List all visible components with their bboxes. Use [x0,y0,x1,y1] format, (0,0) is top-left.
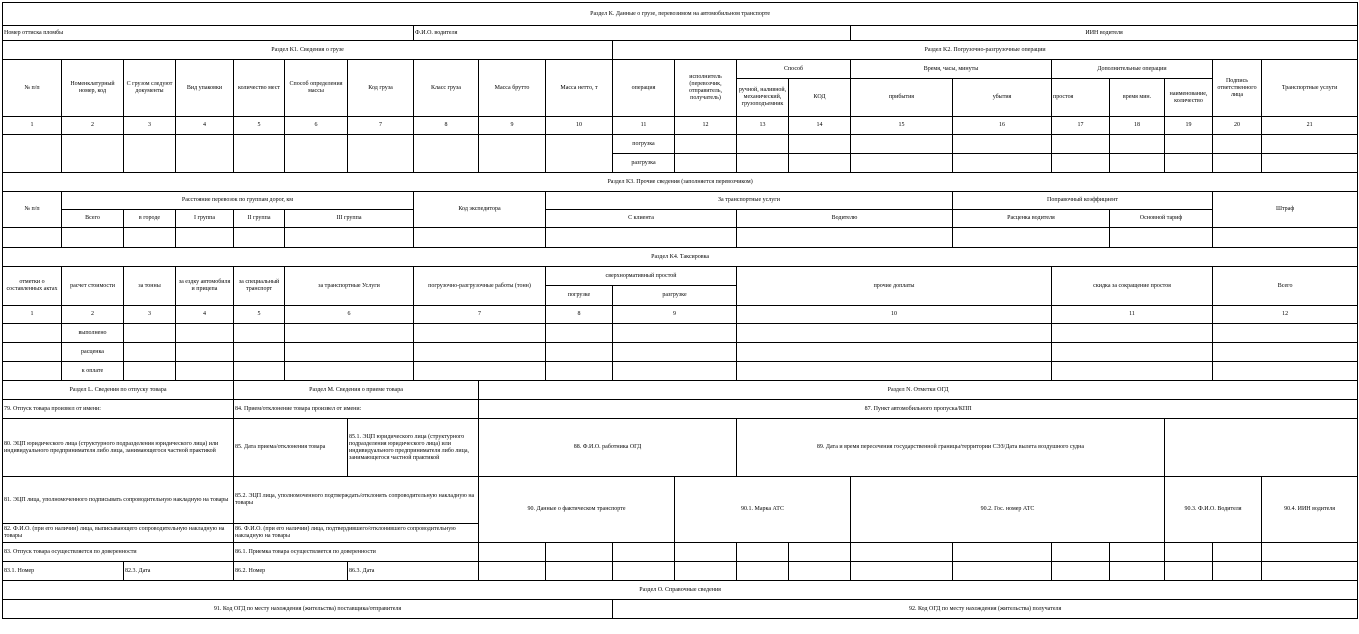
k4-total-header: Всего [1213,267,1358,306]
grid-cell [1052,543,1110,562]
grid-cell [479,543,546,562]
operation-cell[interactable] [737,135,789,154]
col-number: 2 [62,306,124,324]
grid-cell [675,562,737,581]
section-k1-title: Раздел K1. Сведения о грузе [3,41,613,60]
operation-cell[interactable] [1110,154,1165,173]
operation-cell[interactable] [1213,135,1262,154]
k4-cell[interactable] [546,343,613,362]
col-number: 18 [1110,117,1165,135]
col-package-header: Вид упаковки [176,60,234,117]
section-k4-title-row [3,248,1358,267]
grid-cell [851,543,953,562]
col-cargo-class-header: Класс груза [414,60,479,117]
col-number: 16 [953,117,1052,135]
col-number: 8 [546,306,613,324]
k4-cell[interactable] [546,324,613,343]
k3-cell[interactable] [234,228,285,248]
k4-trip-header: за ездку автомобиля и прицепа [176,267,234,306]
col-documents-header: С грузом следуют документы [124,60,176,117]
k4-cell[interactable] [176,362,234,381]
waybill-form [2,2,1358,619]
k3-cell[interactable] [176,228,234,248]
driver-fio-field[interactable]: Ф.И.О. водителя [414,26,851,41]
field-83-1-row [3,562,1358,581]
col-time-header: Время, часы, минуты [851,60,1052,79]
k4-cell[interactable] [1213,324,1358,343]
field-82-issuer-name[interactable]: 82. Ф.И.О. (при его наличии) лица, выписывающего сопроводительную накладную на товары [3,524,234,543]
operation-cell[interactable] [1262,135,1358,154]
operation-cell[interactable] [789,154,851,173]
k4-cell[interactable] [1052,362,1213,381]
k3-cell[interactable] [62,228,124,248]
k4-numbers-row [3,306,1358,324]
field-82-3-date[interactable]: 82.3. Дата [124,562,234,581]
k4-header-row-1 [3,267,1358,286]
k3-num-header: № п/п [3,192,62,228]
k4-cell[interactable] [546,362,613,381]
col-extra-name-header: наименование, количество [1165,79,1213,117]
col-responsible-sign-header: Подпись ответственного лица [1213,60,1262,117]
k3-total-header: Всего [62,210,124,228]
k4-cell[interactable] [3,324,62,343]
cargo-cell[interactable] [176,135,234,173]
field-90-4-driver-iin[interactable]: 90.4. ИИН водителя [1262,477,1358,543]
k4-cell[interactable] [285,343,414,362]
k3-header-row-1 [3,192,1358,210]
k4-cell[interactable] [737,343,1052,362]
col-number: 10 [546,117,613,135]
col-arrival-header: прибытия [851,79,953,117]
k3-cell[interactable] [737,228,953,248]
operation-cell[interactable] [675,154,737,173]
field-86-2-number[interactable]: 86.2. Номер [234,562,348,581]
col-number: 4 [176,117,234,135]
col-places-header: количество мест [234,60,285,117]
col-number: 1 [3,117,62,135]
k4-cell[interactable] [3,343,62,362]
section-k3-title: Раздел K3. Прочие сведения (заполняется перевозчиком) [3,173,1358,192]
col-number: 15 [851,117,953,135]
operation-cell[interactable] [675,135,737,154]
grid-cell [1052,562,1110,581]
k3-base-tariff-header: Основной тариф [1110,210,1213,228]
k4-other-header: прочие доплаты [737,267,1052,306]
k4-row-to-pay [3,362,1358,381]
col-number: 14 [789,117,851,135]
operation-cell[interactable] [851,154,953,173]
field-79-row [3,400,1358,419]
cargo-cell[interactable] [479,135,546,173]
k3-distance-header: Расстояние перевозок по группам дорог, км [62,192,414,210]
grid-cell [546,562,613,581]
loading-row [3,135,1358,154]
col-num-header: № п/п [3,60,62,117]
field-86-1-proxy-accept[interactable]: 86.1. Приемка товара осуществляется по доверенности [234,543,479,562]
k3-cell[interactable] [953,228,1110,248]
k4-cell[interactable] [176,343,234,362]
section-n-title: Раздел N. Отметки ОГД [479,381,1358,400]
k3-fine-header: Штраф [1213,192,1358,228]
k3-data-row [3,228,1358,248]
field-86-confirmer-name[interactable]: 86. Ф.И.О. (при его наличии) лица, подтвердившего/отклонившего сопроводительную накладную на товары [234,524,479,543]
field-79-released-on-behalf[interactable]: 79. Отпуск товара произвел от имени: [3,400,234,419]
grid-cell [1165,543,1213,562]
grid-cell [737,562,789,581]
col-mass-method-header: Способ определения массы [285,60,348,117]
k3-cell[interactable] [124,228,176,248]
k4-cell[interactable] [124,362,176,381]
k4-row-label: расценка [62,343,124,362]
k4-cell[interactable] [613,362,737,381]
k4-cell[interactable] [285,362,414,381]
col-number: 4 [176,306,234,324]
field-89-extra-cell[interactable] [1165,419,1358,477]
k4-cell[interactable] [737,324,1052,343]
grid-cell [737,543,789,562]
col-nomenclature-header: Номенклатурный номер, код [62,60,124,117]
k3-cell[interactable] [285,228,414,248]
k3-expeditor-header: Код экспедитора [414,192,546,228]
col-number: 7 [414,306,546,324]
grid-cell [1213,562,1262,581]
k4-special-header: за специальный транспорт [234,267,285,306]
k4-cell[interactable] [414,343,546,362]
field-91-sender-ogd-code[interactable]: 91. Код ОГД по месту нахождения (жительства) поставщика/отправителя [3,600,613,619]
field-81-authorized-person-eds[interactable]: 81. ЭЦП лица, уполномоченного подписывать сопроводительную накладную на товары [3,477,234,524]
field-83-1-number[interactable]: 83.1. Номер [3,562,124,581]
cargo-cell[interactable] [285,135,348,173]
col-number: 9 [479,117,546,135]
col-extra-time-header: время мин. [1110,79,1165,117]
operation-cell[interactable] [953,154,1052,173]
k4-discount-header: скидка за сокращение простоя [1052,267,1213,306]
k4-cell[interactable] [613,324,737,343]
col-number: 6 [285,117,348,135]
col-idle-header: простоя [1052,79,1110,117]
k4-row-label: к оплате [62,362,124,381]
col-cargo-code-header: Код груза [348,60,414,117]
field-90-1-vehicle-brand[interactable]: 90.1. Марка АТС [675,477,851,543]
col-transport-services-header: Транспортные услуги [1262,60,1358,117]
col-executor-header: исполнитель (перевозчик, отправитель, получатель) [675,60,737,117]
section-o-title-row [3,581,1358,600]
section-o-fields-row [3,600,1358,619]
section-k-title-row [3,3,1358,26]
k3-from-client-header: С клиента [546,210,737,228]
grid-cell [1262,562,1358,581]
col-number: 3 [124,117,176,135]
col-number: 5 [234,117,285,135]
k4-cell[interactable] [737,362,1052,381]
k3-group1-header: I группа [176,210,234,228]
k3-group3-header: III группа [285,210,414,228]
k3-cell[interactable] [1110,228,1213,248]
col-number: 21 [1262,117,1358,135]
cargo-cell[interactable] [546,135,613,173]
operation-cell[interactable] [1165,154,1213,173]
k3-header-row-2 [3,210,1358,228]
section-m-title: Раздел M. Сведения о приеме товара [234,381,479,400]
grid-cell [953,543,1052,562]
col-number: 10 [737,306,1052,324]
grid-cell [613,543,675,562]
k4-over-idle-loading-header: погрузке [546,286,613,306]
col-departure-header: убытия [953,79,1052,117]
cargo-cell[interactable] [414,135,479,173]
section-k-info-row [3,26,1358,41]
k4-loading-works-header: погрузочно-разгрузочные работы (тонн) [414,267,546,306]
section-l-title: Раздел L. Сведения по отпуску товара [3,381,234,400]
cargo-numbers-row [3,117,1358,135]
col-number: 12 [1213,306,1358,324]
operation-cell[interactable] [1213,154,1262,173]
field-84-received-on-behalf[interactable]: 84. Прием/отклонение товара произвел от имени: [234,400,479,419]
operation-cell[interactable] [1110,135,1165,154]
col-operation-header: операция [613,60,675,117]
k3-city-header: в городе [124,210,176,228]
cargo-cell[interactable] [3,135,62,173]
field-83-proxy-release[interactable]: 83. Отпуск товара осуществляется по доверенности [3,543,234,562]
col-number: 11 [613,117,675,135]
grid-cell [789,562,851,581]
col-number: 8 [414,117,479,135]
k3-cell[interactable] [414,228,546,248]
operation-cell[interactable] [737,154,789,173]
grid-cell [1110,543,1165,562]
k3-transport-services-header: За транспортные услуги [546,192,953,210]
field-90-actual-transport[interactable]: 90. Данные о фактическом транспорте [479,477,675,543]
field-86-3-date[interactable]: 86.3. Дата [348,562,479,581]
col-method-code-header: КОД [789,79,851,117]
col-number: 13 [737,117,789,135]
k4-tons-header: за тонны [124,267,176,306]
grid-cell [1165,562,1213,581]
k4-cell[interactable] [234,324,285,343]
grid-cell [479,562,546,581]
col-number: 12 [675,117,737,135]
col-number: 1 [3,306,62,324]
field-81-row [3,477,1358,524]
section-o-title: Раздел O. Справочные сведения [3,581,1358,600]
section-k-title: Раздел K. Данные о грузе, перевозимом на автомобильном транспорте [3,3,1358,26]
col-method-manual-header: ручной, наливной, механический, грузоподъемник [737,79,789,117]
cargo-header-row-1 [3,60,1358,79]
k3-group2-header: II группа [234,210,285,228]
col-extra-ops-header: Дополнительные операции [1052,60,1213,79]
k3-cell[interactable] [3,228,62,248]
field-88-ogd-officer[interactable]: 88. Ф.И.О. работника ОГД [479,419,737,477]
field-90-2-vehicle-plate[interactable]: 90.2. Гос. номер АТС [851,477,1165,543]
k4-cell[interactable] [1213,362,1358,381]
col-number: 2 [62,117,124,135]
col-number: 11 [1052,306,1213,324]
k4-cell[interactable] [414,362,546,381]
k4-cell[interactable] [1052,324,1213,343]
operation-unloading-label: разгрузка [613,154,675,173]
field-85-1-legal-entity-eds[interactable]: 85.1. ЭЦП юридического лица (структурного подразделения юридического лица) или индивидуального предпринимателя либо лица, занимающегося частной практикой [348,419,479,477]
col-number: 6 [285,306,414,324]
k3-driver-pay-header: Расценка водителя [953,210,1110,228]
operation-cell[interactable] [1052,135,1110,154]
col-number: 9 [613,306,737,324]
k4-cell[interactable] [1052,343,1213,362]
k4-row-rate [3,343,1358,362]
operation-cell[interactable] [851,135,953,154]
col-number: 17 [1052,117,1110,135]
grid-cell [546,543,613,562]
operation-cell[interactable] [953,135,1052,154]
k4-cell[interactable] [414,324,546,343]
operation-cell[interactable] [1165,135,1213,154]
field-83-row [3,543,1358,562]
k4-cell[interactable] [1213,343,1358,362]
k4-cell[interactable] [124,343,176,362]
col-number: 19 [1165,117,1213,135]
operation-cell[interactable] [1052,154,1110,173]
k4-row-completed [3,324,1358,343]
operation-loading-label: погрузка [613,135,675,154]
grid-cell [851,562,953,581]
k4-row-label: выполнено [62,324,124,343]
grid-cell [675,543,737,562]
k4-cell[interactable] [234,343,285,362]
field-85-accept-date[interactable]: 85. Дата приема/отклонения товара [234,419,348,477]
cargo-cell[interactable] [234,135,285,173]
field-92-receiver-ogd-code[interactable]: 92. Код ОГД по месту нахождения (жительства) получателя [613,600,1358,619]
k4-cell[interactable] [285,324,414,343]
k4-cell[interactable] [124,324,176,343]
field-85-2-authorized-person-eds[interactable]: 85.2. ЭЦП лица, уполномоченного подтверждать/отклонять сопроводительную накладную на товары [234,477,479,524]
grid-cell [1110,562,1165,581]
driver-iin-field[interactable]: ИИН водителя [851,26,1358,41]
k4-cell[interactable] [234,362,285,381]
k4-calc-header: расчет стоимости [62,267,124,306]
section-lmn-title-row [3,381,1358,400]
k3-correction-header: Поправочный коэффициент [953,192,1213,210]
operation-cell[interactable] [789,135,851,154]
field-89-border-crossing-date[interactable]: 89. Дата и время пересечения государственной границы/территории СЭЗ/Дата вылета воздушного судна [737,419,1165,477]
field-80-row [3,419,1358,477]
col-number: 7 [348,117,414,135]
col-gross-header: Масса брутто [479,60,546,117]
cargo-cell[interactable] [124,135,176,173]
section-k3-title-row [3,173,1358,192]
k4-cell[interactable] [176,324,234,343]
col-number: 3 [124,306,176,324]
col-method-header: Способ [737,60,851,79]
k3-cell[interactable] [1213,228,1358,248]
col-number: 5 [234,306,285,324]
grid-cell [1213,543,1262,562]
cargo-cell[interactable] [348,135,414,173]
grid-cell [1262,543,1358,562]
grid-cell [613,562,675,581]
k4-over-idle-unloading-header: разгрузке [613,286,737,306]
field-80-legal-entity-eds[interactable]: 80. ЭЦП юридического лица (структурного подразделения юридического лица) или индивидуального предпринимателя либо лица, занимающегося частной практикой [3,419,234,477]
col-net-header: Масса нетто, т [546,60,613,117]
field-90-3-driver-name[interactable]: 90.3. Ф.И.О. Водителя [1165,477,1262,543]
k4-cell[interactable] [3,362,62,381]
grid-cell [953,562,1052,581]
grid-cell [789,543,851,562]
k4-cell[interactable] [613,343,737,362]
field-87-checkpoint[interactable]: 87. Пункт автомобильного пропуска/КПП [479,400,1358,419]
k4-acts-header: отметки о составленных актах [3,267,62,306]
section-k1-k2-title-row [3,41,1358,60]
k3-to-driver-header: Водителю [737,210,953,228]
k3-cell[interactable] [546,228,737,248]
section-k2-title: Раздел K2. Погрузочно-разгрузочные операции [613,41,1358,60]
cargo-cell[interactable] [62,135,124,173]
section-k4-title: Раздел K4. Таксировка [3,248,1358,267]
k4-over-idle-header: сверхнормативный простой [546,267,737,286]
k4-services-header: за транспортные Услуги [285,267,414,306]
seal-number-field[interactable]: Номер оттиска пломбы [3,26,414,41]
col-number: 20 [1213,117,1262,135]
operation-cell[interactable] [1262,154,1358,173]
